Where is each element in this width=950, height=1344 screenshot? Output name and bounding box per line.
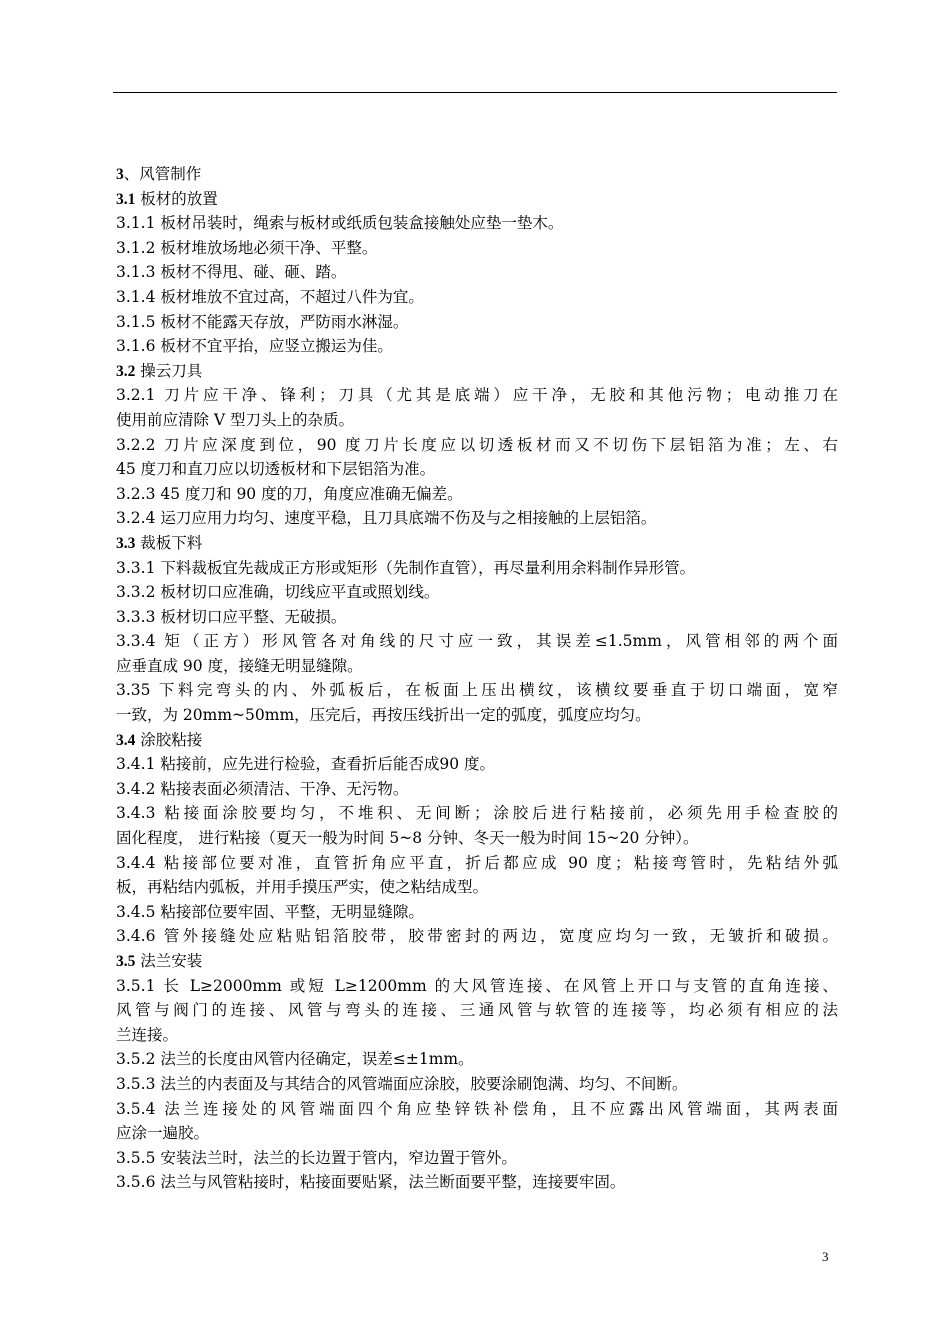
line-text: 3.1.2 板材堆放场地必须干净、平整。: [116, 238, 378, 257]
line-text: 应垂直成 90 度，接缝无明显缝隙。: [116, 656, 363, 675]
line-text: 3.5.5 安装法兰时，法兰的长边置于管内，窄边置于管外。: [116, 1148, 517, 1167]
line-text: 3.35 下料完弯头的内、外弧板后，在板面上压出横纹，该横纹要垂直于切口端面，宽窄: [116, 681, 838, 700]
body-line: [116, 433, 838, 458]
line-text: 板材的放置: [135, 189, 218, 208]
line-text: 一致，为 20mm~50mm，压完后，再按压线折出一定的弧度，弧度应均匀。: [116, 706, 651, 725]
section-heading: [116, 531, 838, 556]
body-line: [116, 654, 838, 679]
line-text: 3.3.2 板材切口应准确，切线应平直或照划线。: [116, 583, 440, 602]
line-text: 兰连接。: [116, 1025, 179, 1044]
body-line: [116, 752, 838, 777]
body-line: [116, 605, 838, 630]
body-line: [116, 1023, 838, 1048]
body-line: [116, 556, 838, 581]
body-line: [116, 851, 838, 876]
body-line: [116, 285, 838, 310]
body-line: [116, 900, 838, 925]
section-number: 3: [116, 166, 124, 183]
line-text: 3.4.6 管外接缝处应粘贴铝箔胶带，胶带密封的两边，宽度应均匀一致，无皱折和破损。: [116, 927, 838, 946]
line-text: 3.3.4 矩（正方）形风管各对角线的尺寸应一致，其误差≤1.5mm，风管相邻的两个面: [116, 632, 838, 651]
body-line: [116, 457, 838, 482]
line-text: 3.5.4 法兰连接处的风管端面四个角应垫锌铁补偿角，且不应露出风管端面，其两表面: [116, 1099, 838, 1118]
line-text: 涂胶粘接: [135, 730, 203, 749]
line-text: 3.1.6 板材不宜平抬，应竖立搬运为佳。: [116, 337, 393, 356]
body-line: [116, 506, 838, 531]
header-rule: [113, 92, 837, 93]
line-text: 3.2.2 刀片应深度到位，90 度刀片长度应以切透板材而又不切伤下层铝箔为准；左、右: [116, 435, 838, 454]
line-text: 风管与阀门的连接、风管与弯头的连接、三通风管与软管的连接等，均必须有相应的法: [116, 1001, 838, 1020]
body-line: [116, 236, 838, 261]
body-line: [116, 1170, 838, 1195]
body-line: [116, 875, 838, 900]
section-heading: [116, 162, 838, 187]
line-text: 3.5.3 法兰的内表面及与其结合的风管端面应涂胶，胶要涂刷饱满、均匀、不间断。: [116, 1074, 688, 1093]
line-text: 45 度刀和直刀应以切透板材和下层铝箔为准。: [116, 460, 436, 479]
line-text: 应涂一遍胶。: [116, 1124, 210, 1143]
line-text: 固化程度， 进行粘接（夏天一般为时间 5~8 分钟、冬天一般为时间 15~20 分钟）。: [116, 829, 699, 848]
body-line: [116, 1047, 838, 1072]
line-text: 操云刀具: [135, 361, 203, 380]
body-line: [116, 580, 838, 605]
line-text: 3.5.2 法兰的长度由风管内径确定，误差≤±1mm。: [116, 1050, 474, 1069]
body-line: [116, 383, 838, 408]
body-line: [116, 826, 838, 851]
section-number: 3.5: [116, 953, 136, 970]
line-text: 3.5.1 长 L≥2000mm 或短 L≥1200mm 的大风管连接、在风管上开口与支管的直角连接、: [116, 976, 838, 995]
body-line: [116, 1072, 838, 1097]
body-line: [116, 334, 838, 359]
line-text: 3.1.5 板材不能露天存放，严防雨水淋湿。: [116, 312, 409, 331]
body-line: [116, 1097, 838, 1122]
line-text: 板，再粘结内弧板，并用手摸压严实，使之粘结成型。: [116, 878, 489, 897]
body-line: [116, 801, 838, 826]
line-text: 3.1.1 板材吊装时，绳索与板材或纸质包装盒接触处应垫一垫木。: [116, 214, 564, 233]
body-line: [116, 211, 838, 236]
body-line: [116, 1121, 838, 1146]
line-text: 3.1.4 板材堆放不宜过高，不超过八件为宜。: [116, 287, 424, 306]
body-line: [116, 777, 838, 802]
body-line: [116, 408, 838, 433]
body-line: [116, 703, 838, 728]
body-line: [116, 482, 838, 507]
section-heading: [116, 187, 838, 212]
line-text: 、风管制作: [123, 165, 202, 183]
body-line: [116, 678, 838, 703]
line-text: 3.4.2 粘接表面必须清洁、干净、无污物。: [116, 779, 409, 798]
line-text: 法兰安装: [135, 952, 203, 970]
line-text: 裁板下料: [135, 533, 203, 552]
line-text: 3.2.4 运刀应用力均匀、速度平稳，且刀具底端不伤及与之相接触的上层铝箔。: [116, 509, 657, 528]
section-heading: [116, 949, 838, 974]
line-text: 3.4.4 粘接部位要对准，直管折角应平直，折后都应成 90 度；粘接弯管时，先粘结外弧: [116, 853, 838, 872]
line-text: 3.4.5 粘接部位要牢固、平整，无明显缝隙。: [116, 902, 424, 921]
body-line: [116, 260, 838, 285]
line-text: 3.3.1 下料裁板宜先裁成正方形或矩形（先制作直管），再尽量利用余料制作异形管。: [116, 558, 696, 577]
line-text: 使用前应清除 V 型刀头上的杂质。: [116, 410, 355, 429]
line-text: 3.4.1 粘接前，应先进行检验，查看折后能否成90 度。: [116, 755, 496, 774]
section-number: 3.4: [116, 731, 136, 749]
body-line: [116, 974, 838, 999]
line-text: 3.1.3 板材不得甩、碰、砸、踏。: [116, 263, 347, 282]
body-line: [116, 924, 838, 949]
line-text: 3.2.1 刀片应干净、锋利；刀具（尤其是底端）应干净，无胶和其他污物；电动推刀在: [116, 386, 838, 405]
body-line: [116, 1146, 838, 1171]
line-text: 3.5.6 法兰与风管粘接时，粘接面要贴紧，法兰断面要平整，连接要牢固。: [116, 1173, 626, 1192]
page-number: 3: [822, 1249, 829, 1264]
line-text: 3.2.3 45 度刀和 90 度的刀，角度应准确无偏差。: [116, 484, 463, 503]
body-line: [116, 629, 838, 654]
body-line: [116, 310, 838, 335]
section-number: 3.1: [116, 190, 136, 208]
section-number: 3.3: [116, 534, 136, 552]
section-number: 3.2: [116, 362, 136, 380]
line-text: 3.3.3 板材切口应平整、无破损。: [116, 607, 347, 626]
line-text: 3.4.3 粘接面涂胶要均匀，不堆积、无间断；涂胶后进行粘接前，必须先用手检查胶的: [116, 804, 838, 823]
section-heading: [116, 728, 838, 753]
body-line: [116, 998, 838, 1023]
document-body: [116, 162, 838, 1195]
section-heading: [116, 359, 838, 384]
